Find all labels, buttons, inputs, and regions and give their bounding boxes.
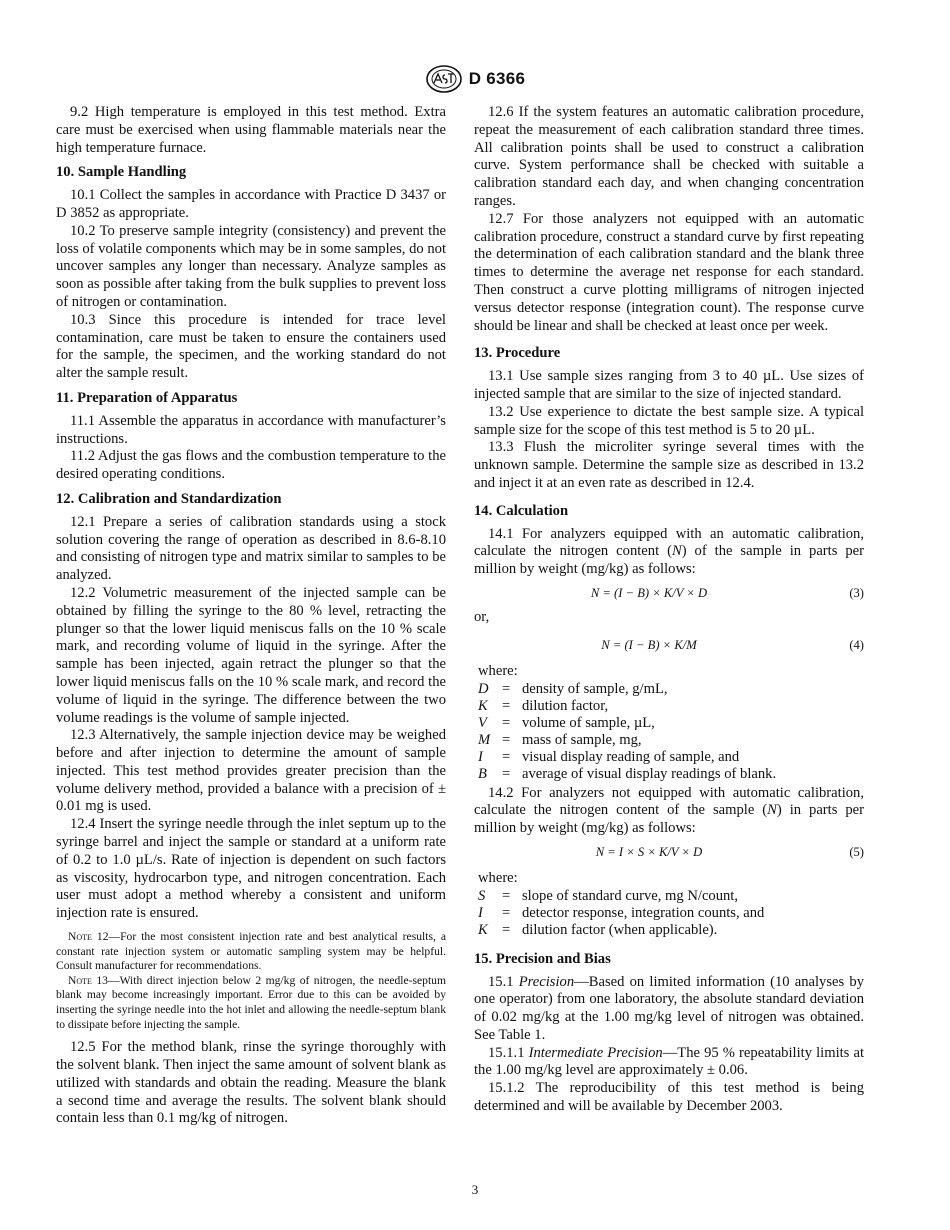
definition-text: slope of standard curve, mg N/count, xyxy=(522,887,739,904)
definition-text: dilution factor (when applicable). xyxy=(522,921,718,938)
definition-symbol: I xyxy=(478,748,483,765)
definition-text: volume of sample, µL, xyxy=(522,714,655,731)
page-header xyxy=(0,64,950,99)
section-10-heading: 10. Sample Handling xyxy=(56,164,187,181)
paragraph-10-1: 10.1 Collect the samples in accordance with Practice D 3437 or D 3852 as appropriate. xyxy=(56,187,446,221)
definition-equals: = xyxy=(502,904,511,921)
equation-3 xyxy=(474,585,864,603)
paragraph-14-1-end: ) of the sample in parts per million by weight (mg/kg) as follows: xyxy=(474,543,864,578)
standard-designation: D 6366 xyxy=(468,69,526,88)
paragraph-11-2: 11.2 Adjust the gas flows and the combustion temperature to the desired operating conditions. xyxy=(56,448,446,483)
equation-5 xyxy=(474,844,864,862)
section-14-heading: 14. Calculation xyxy=(474,502,569,519)
definition-text: detector response, integration counts, and xyxy=(522,904,765,921)
definition-text: mass of sample, mg, xyxy=(522,731,642,748)
paragraph-15-1-2: 15.1.2 The reproducibility of this test method is being determined and will be available by December 2003. xyxy=(474,1080,864,1115)
paragraph-14-1-start: 14.1 For analyzers equipped with an automatic calibration, calculate the nitrogen content ( xyxy=(474,525,864,560)
definition-text: dilution factor, xyxy=(522,697,609,714)
astm-logo-icon xyxy=(425,64,463,94)
definition-text: visual display reading of sample, and xyxy=(522,748,740,765)
equation-5-number: (5) xyxy=(849,844,864,859)
variable-n: N xyxy=(671,543,682,560)
section-13-heading: 13. Procedure xyxy=(474,345,561,362)
where-label-1: where: xyxy=(478,662,518,679)
definition-row xyxy=(478,766,776,783)
paragraph-14-2-end: ) in parts per million by weight (mg/kg) as follows: xyxy=(474,802,864,837)
paragraph-10-2: 10.2 To preserve sample integrity (consistency) and prevent the loss of volatile components which may be in some samples, do not uncover samples any longer than necessary. Analyze samples as soon as possible after taking from the bulk supplies to prevent loss of nitrogen or contamination. xyxy=(56,222,446,310)
equation-5-body: N = I × S × K/V × D xyxy=(595,844,703,859)
left-column xyxy=(56,104,446,1128)
paragraph-15-1-1 xyxy=(474,1045,864,1081)
variable-n: N xyxy=(767,802,777,819)
paragraph-15-1-1-text: —The 95 % repeatability limits at the 1.00 mg/kg level are approximately ± 0.06. xyxy=(474,1044,864,1079)
paragraph-11-1: 11.1 Assemble the apparatus in accordance with manufacturer’s instructions. xyxy=(56,412,446,447)
definitions-list-2 xyxy=(478,888,764,939)
where-label-2: where: xyxy=(478,869,518,886)
definition-symbol: K xyxy=(478,921,488,938)
definition-equals: = xyxy=(502,887,511,904)
paragraph-9-2: 9.2 High temperature is employed in this test method. Extra care must be exercised when using flammable materials near the high temperature furnace. xyxy=(56,104,446,156)
definition-text: density of sample, g/mL, xyxy=(522,680,668,697)
note-12-label: Note 12 xyxy=(68,930,109,944)
or-text: or, xyxy=(474,608,490,625)
definition-equals: = xyxy=(502,731,511,748)
paragraph-13-3: 13.3 Flush the microliter syringe several times with the unknown sample. Determine the sample size as described in 13.2 and inject it at an even rate as described in 12.4. xyxy=(474,439,864,491)
paragraph-15-1-1-title: Intermediate Precision xyxy=(528,1044,663,1061)
definition-row xyxy=(478,922,764,939)
paragraph-12-6: 12.6 If the system features an automatic calibration procedure, repeat the measurement of each calibration standard three times. All calibration points shall be used to construct a calibration curve. System performance shall be checked with suitable a calibration standard each day, and when changing concentration ranges. xyxy=(474,104,864,209)
paragraph-12-1: 12.1 Prepare a series of calibration standards using a stock solution covering the range of operation as described in 8.6-8.10 and consisting of nitrogen type and matrix similar to samples to be analyzed. xyxy=(56,513,446,584)
definition-symbol: B xyxy=(478,765,487,782)
definition-row xyxy=(478,888,764,905)
section-12-heading: 12. Calibration and Standardization xyxy=(56,490,282,507)
definition-equals: = xyxy=(502,714,511,731)
definition-text: average of visual display readings of blank. xyxy=(522,765,777,782)
note-13 xyxy=(56,974,446,1032)
paragraph-15-1-1-number: 15.1.1 xyxy=(488,1044,529,1061)
definition-equals: = xyxy=(502,697,511,714)
equation-3-body: N = (I − B) × K/V × D xyxy=(590,585,708,600)
definition-symbol: S xyxy=(478,887,486,904)
notes-block xyxy=(56,930,446,1032)
paragraph-15-1-text: —Based on limited information (10 analyses by one operator) from one laboratory, the absolute standard deviation of 0.02 mg/kg at the 1.00 mg/kg level of nitrogen was obtained. See Table 1. xyxy=(474,973,864,1043)
paragraph-12-4: 12.4 Insert the syringe needle through the inlet septum up to the syringe barrel and inject the sample or standard at a uniform rate of 0.2 to 1.0 µL/s. Rate of injection is dependent on such factors as viscosity, hydrocarbon type, and nitrogen concentration. Each user must adopt a method whereby a consistent and uniform injection rate is ensured. xyxy=(56,816,446,922)
definition-symbol: M xyxy=(478,731,491,748)
paragraph-14-2-start: 14.2 For analyzers not equipped with automatic calibration, calculate the nitrogen content of the sample ( xyxy=(474,784,864,819)
paragraph-15-1 xyxy=(474,974,864,1045)
definition-symbol: I xyxy=(478,904,483,921)
definition-equals: = xyxy=(502,748,511,765)
section-15-heading: 15. Precision and Bias xyxy=(474,950,611,967)
definition-equals: = xyxy=(502,680,511,697)
paragraph-15-1-title: Precision xyxy=(518,973,575,990)
definition-equals: = xyxy=(502,921,511,938)
definition-row xyxy=(478,905,764,922)
equation-4-body: N = (I − B) × K/M xyxy=(601,637,697,652)
definitions-list-1 xyxy=(478,681,776,783)
section-11-heading: 11. Preparation of Apparatus xyxy=(56,389,238,406)
definition-row xyxy=(478,698,776,715)
definition-symbol: K xyxy=(478,697,488,714)
note-13-text: —With direct injection below 2 mg/kg of nitrogen, the needle-septum blank may become increasingly important. Error due to this can be avoided by inserting the syringe needle into the hot inlet and allowing the needle-septum blank to dissipate before injecting the sample. xyxy=(56,973,446,1031)
paragraph-15-1-number: 15.1 xyxy=(488,973,519,990)
definition-symbol: D xyxy=(478,680,489,697)
definition-symbol: V xyxy=(478,714,487,731)
paragraph-12-7: 12.7 For those analyzers not equipped with an automatic calibration procedure, construct a standard curve by first repeating the determination of each calibration standard and the blank three times to determine the average net response for each standard. Then construct a curve plotting milligrams of nitrogen injected versus detector response (integration count). The response curve should be linear and shall be checked at least once per week. xyxy=(474,210,864,334)
equation-4 xyxy=(474,637,864,655)
note-13-label: Note 13 xyxy=(68,973,108,987)
paragraph-13-2: 13.2 Use experience to dictate the best sample size. A typical sample size for the scope of this test method is 5 to 20 µL. xyxy=(474,403,864,438)
note-12 xyxy=(56,930,446,974)
paragraph-12-3: 12.3 Alternatively, the sample injection device may be weighed before and after injection to determine the amount of sample injected. This test method provides greater precision than the volume delivery method, provided a balance with a precision of ± 0.01 mg is used. xyxy=(56,727,446,815)
page-number: 3 xyxy=(471,1182,479,1197)
paragraph-13-1: 13.1 Use sample sizes ranging from 3 to 40 µL. Use sizes of injected sample that are similar to the size of injected standard. xyxy=(474,368,864,402)
definition-row xyxy=(478,681,776,698)
paragraph-14-1 xyxy=(474,526,864,579)
equation-4-number: (4) xyxy=(849,637,864,652)
note-12-text: —For the most consistent injection rate and best analytical results, a constant rate injection system or automatic sampling system may be helpful. Consult manufacturer for recommendations. xyxy=(56,930,446,973)
paragraph-12-5: 12.5 For the method blank, rinse the syringe thoroughly with the solvent blank. Then inject the same amount of solvent blank as utilized with standards and obtain the reading. Measure the blank a second time and average the results. The solvent blank should contain less than 0.1 mg/kg of nitrogen. xyxy=(56,1039,446,1127)
right-column xyxy=(474,104,864,1116)
definition-row xyxy=(478,732,776,749)
equation-3-number: (3) xyxy=(849,585,864,600)
paragraph-10-3: 10.3 Since this procedure is intended for trace level contamination, care must be taken to ensure the containers used for the sample, the specimen, and the working standard do not alter the sample result. xyxy=(56,311,446,382)
definition-equals: = xyxy=(502,765,511,782)
paragraph-14-2 xyxy=(474,785,864,838)
paragraph-12-2: 12.2 Volumetric measurement of the injected sample can be obtained by filling the syringe to the 80 % level, retracting the plunger so that the lower liquid meniscus falls on the 10 % scale mark, and recording volume of liquid in the syringe. After the sample has been injected, again retract the plunger so that the lower liquid meniscus falls on the 10 % scale mark, and record the volume of liquid in the syringe. The difference between the two volume readings is the volume of sample injected. xyxy=(56,584,446,726)
definition-row xyxy=(478,749,776,766)
definition-row xyxy=(478,715,776,732)
